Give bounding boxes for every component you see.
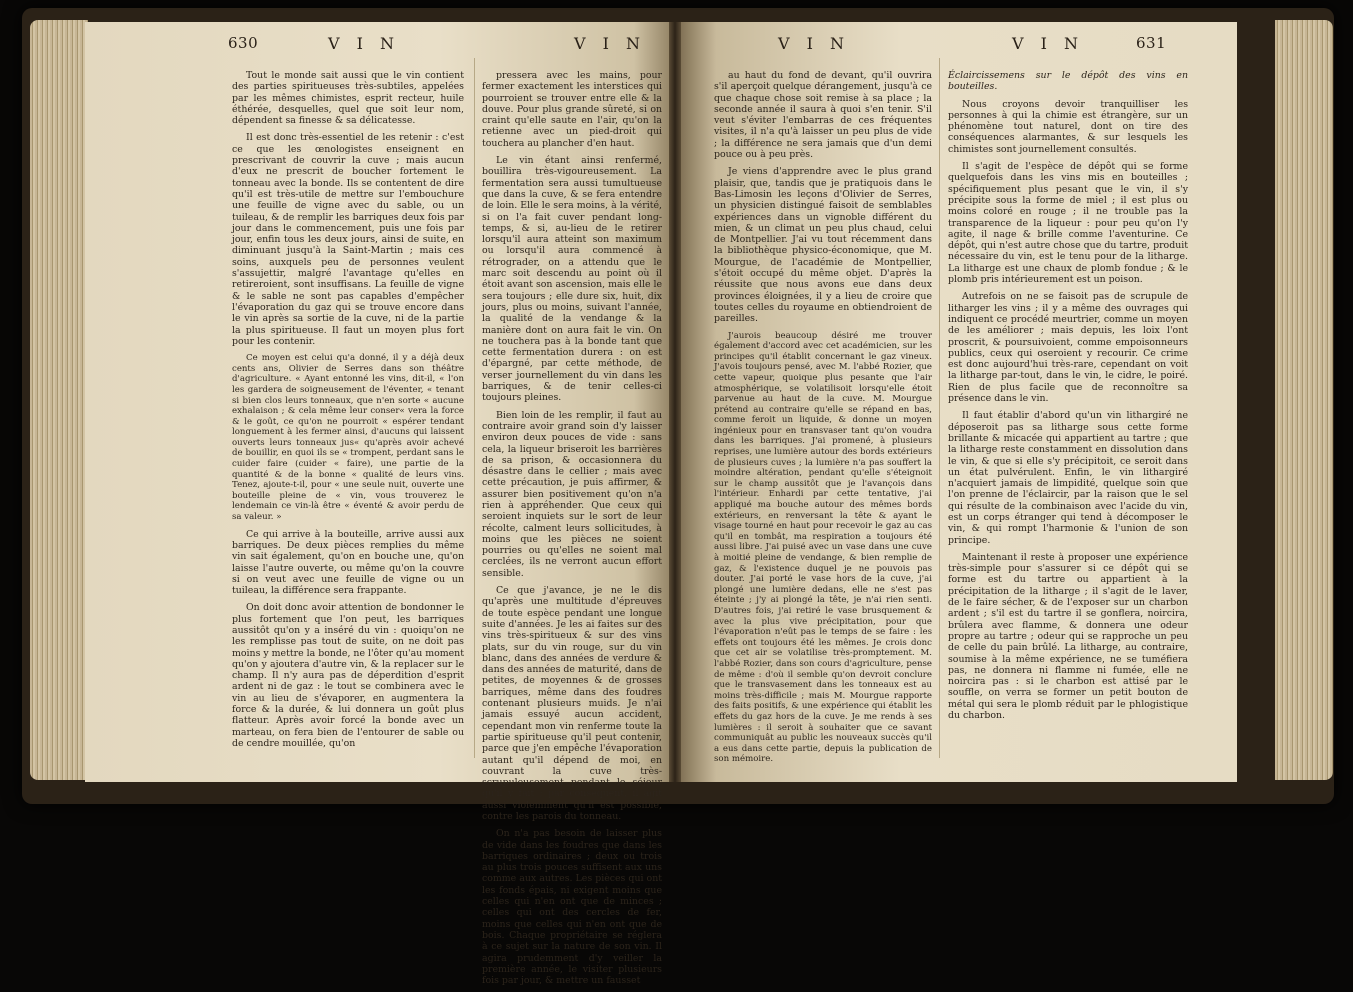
page-edges-left [30, 20, 88, 780]
paragraph: Bien loin de les remplir, il faut au contraire avoir grand soin d'y laisser environ deux pouces de vide : sans cela, la liqueur briseroit les barrières de sa prison, & occasionnera du désastre dans le cellier ; mais avec cette précaution, je puis affirmer, & assurer bien positivement qu'on n'a rien à appréhender. Que ceux qui seroient inquiets sur le sort de leur récolte, calment leurs sollicitudes, à moins que les pièces ne soient pourries ou qu'elles ne soient mal cerclées, ils ne verront aucun effort sensible. [482, 409, 662, 579]
paragraph: Il faut établir d'abord qu'un vin lithargiré ne déposeroit pas sa litharge sous cette forme brillante & micacée qui appartient au tartre ; que la litharge reste constamment en dissolution dans le vin, & que si elle s'y précipitoit, ce seroit dans un état pulvérulent. Enfin, le vin lithargiré n'acquiert jamais de limpidité, quelque soin que l'on prenne de l'éclaircir, par la raison que le sel qui résulte de la combinaison avec l'acide du vin, est un corps étranger qui tend à décomposer le vin, & qui rompt l'harmonie & l'union de son principe. [948, 410, 1188, 546]
right-page-column-1 [714, 70, 932, 771]
left-running-head-2: V I N [574, 34, 647, 53]
paragraph: Autrefois on ne se faisoit pas de scrupule de litharger les vins ; il y a même des ouvrages qui indiquent ce procédé meurtrier, comme un moyen de les améliorer ; mais depuis, les loix l'ont proscrit, & poursuivoient, comme empoisonneurs publics, ceux qui oseroient y recourir. Ce crime est donc aujourd'hui très-rare, cependant on voit la litharge par-tout, dans le vin, le cidre, le poiré. Rien de plus facile que de reconnoître sa présence dans le vin. [948, 291, 1188, 405]
paragraph: Ce moyen est celui qu'a donné, il y a déjà deux cents ans, Olivier de Serres dans son théâtre d'agriculture. « Ayant entonné les vins, dit-il, « l'on les gardera de soigneusement de l'éventer, « tenant si bien clos leurs tonneaux, que n'en sorte « aucune exhalaison ; & cela même leur conser« vera la force & le goût, ce qu'on ne pourroit « espérer tendant longuement à les fermer ainsi, d'aucuns qui laissent ouverts leurs tonneaux jus« qu'après avoir achevé de bouillir, en quoi ils se « trompent, perdant sans le cuider faire (cuider « faire), une partie de la quantité & de la bonne « qualité de leurs vins. Tenez, ajoute-t-il, pour « une seule nuit, ouverte une bouteille pleine de « vin, vous trouverez le lendemain ce vin-là être « éventé & avoir perdu de sa valeur. » [232, 353, 464, 523]
left-column-rule [474, 58, 475, 758]
paragraph: au haut du fond de devant, qu'il ouvrira s'il aperçoit quelque dérangement, jusqu'à ce que chaque chose soit remise à sa place ; la seconde année il saura à quoi s'en tenir. S'il veut s'éviter l'embarras de ces fréquentes visites, il n'a qu'à laisser un peu plus de vide ; la différence ne sera jamais que d'un demi pouce ou à peu près. [714, 70, 932, 161]
paragraph: J'aurois beaucoup désiré me trouver également d'accord avec cet académicien, sur les principes qu'il établit concernant le gaz vineux. J'avois toujours pensé, avec M. l'abbé Rozier, que cette vapeur, quoique plus pesante que l'air atmosphérique, se volatilisoit lorsqu'elle étoit parvenue au haut de la cuve. M. Mourgue prétend au contraire qu'elle se répand en bas, comme feroit un liquide, & donne un moyen ingénieux pour en transvaser tant qu'on voudra dans les barriques. J'ai promené, à plusieurs reprises, une lumière autour des bords extérieurs de plusieurs cuves ; la lumière n'a pas souffert la moindre altération, pendant qu'elle s'éteignoit sur le champ aussitôt que je l'avançois dans l'intérieur. Enhardi par cette tentative, j'ai appliqué ma bouche autour des mêmes bords extérieurs, en renversant la tête & ayant le visage tourné en haut pour recevoir le gaz au cas qu'il en tombât, ma respiration a toujours été aussi libre. J'ai puisé avec un vase dans une cuve à moitié pleine de vendange, & bien remplie de gaz, & l'existence duquel je ne pouvois pas douter. J'ai porté le vase hors de la cuve, j'ai plongé une lumière dedans, elle ne s'est pas éteinte ; j'y ai plongé la tête, je n'ai rien senti. D'autres fois, j'ai retiré le vase brusquement & avec la plus vive précipitation, pour que l'évaporation n'eût pas le temps de se faire : les effets ont toujours été les mêmes. Je crois donc que cet air se volatilise très-promptement. M. l'abbé Rozier, dans son cours d'agriculture, pense de même : d'où il semble qu'on devroit conclure que le transvasement dans les tonneaux est au moins très-difficile ; mais M. Mourgue rapporte des faits positifs, & une expérience qui établit les effets du gaz hors de la cuve. Je me rends à ses lumières : il seroit à souhaiter que ce savant communiquât au public les nouveaux succès qu'il a eus dans cette partie, depuis la publication de son mémoire. [714, 330, 932, 765]
paragraph: Ce qui arrive à la bouteille, arrive aussi aux barriques. De deux pièces remplies du même vin sait également, qu'on en bouche une, qu'on laisse l'autre ouverte, ou même qu'on la couvre si on veut avec une feuille de vigne ou un tuileau, la différence sera frappante. [232, 528, 464, 597]
book-gutter [669, 22, 681, 782]
paragraph: Tout le monde sait aussi que le vin contient des parties spiritueuses très-subtiles, appelées par les mêmes chimistes, esprit recteur, huile éthérée, desquelles, quel que soit leur nom, dépendent sa finesse & sa délicatesse. [232, 70, 464, 127]
right-running-head-1: V I N [778, 34, 851, 53]
paragraph: Le vin étant ainsi renfermé, bouillira très-vigoureusement. La fermentation sera aussi tumultueuse que dans la cuve, & se fera entendre de loin. Elle le sera moins, à la vérité, si on l'a fait cuver pendant long-temps, & si, au-lieu de le retirer lorsqu'il aura atteint son maximum ou lorsqu'il aura commencé à rétrograder, on a attendu que le marc soit descendu au point où il étoit avant son ascension, mais elle le sera toujours ; elle dure six, huit, dix jours, plus ou moins, suivant l'année, la qualité de la vendange & la manière dont on aura fait le vin. On ne touchera pas à la bonde tant que cette fermentation durera : on est d'épargné, par cette méthode, de verser journellement du vin dans les barriques, & de tenir celles-ci toujours pleines. [482, 155, 663, 404]
right-page-column-2 [948, 70, 1188, 727]
paragraph: On doit donc avoir attention de bondonner le plus fortement que l'on peut, les barriques aussitôt qu'on y a inséré du vin : quoiqu'on ne les remplisse pas tout de suite, on ne doit pas moins y mettre la bonde, ne l'ôter qu'au moment qu'on y ajoutera d'autre vin, & la replacer sur le champ. Il n'y aura pas de déperdition d'esprit ardent ni de gaz : le tout se combinera avec le vin au lieu de s'évaporer, en augmentera la force & la durée, & lui donnera un goût plus flatteur. Après avoir forcé la bonde avec un marteau, on fera bien de l'entourer de sable ou de cendre mouillée, qu'on [232, 602, 464, 749]
paragraph: Il s'agit de l'espèce de dépôt qui se forme quelquefois dans les vins mis en bouteilles ; spécifiquement plus pesant que le vin, il s'y précipite sous la forme de miel ; il est plus ou moins coloré en rouge ; il ne trouble pas la transparence de la liqueur : pour peu qu'on l'y agite, il nage & brille comme l'aventurine. Ce dépôt, qui n'est autre chose que du tartre, produit nécessaire du vin, est le tenu pour de la litharge. La litharge est une chaux de plomb fondue ; & le plomb pris intérieurement est un poison. [948, 161, 1188, 286]
paragraph: Je viens d'apprendre avec le plus grand plaisir, que, tandis que je pratiquois dans le Bas-Limosin les leçons d'Olivier de Serres, un physicien distingué faisoit de semblables expériences dans un vignoble différent du mien, & un climat un peu plus chaud, celui de Montpellier. J'ai vu tout récemment dans la bibliothèque physico-économique, que M. Mourgue, de l'académie de Montpellier, s'étoit occupé du même objet. D'après la réussite que nous avons eue dans deux provinces éloignées, il y a lieu de croire que toutes celles du royaume en obtiendroient de pareilles. [714, 166, 932, 325]
left-page-number: 630 [228, 34, 259, 52]
right-column-rule [939, 58, 940, 758]
paragraph: Ce que j'avance, je ne le dis qu'après une multitude d'épreuves de toute espèce pendant une longue suite d'années. Je les ai faites sur des vins très-spiritueux & sur des vins plats, sur du vin rouge, sur du vin blanc, dans des années de verdure & dans des années de maturité, dans de petites, de moyennes & de grosses barriques, même dans des foudres contenant plusieurs muids. Je n'ai jamais essuyé aucun accident, cependant mon vin renferme toute la partie spiritueuse qu'il peut contenir, parce que j'en empêche l'évaporation autant qu'il dépend de moi, en couvrant la cuve très-scrupuleusement pendant le séjour qu'il y fait ; par conséquent, il agit aussi violemment qu'il est possible, contre les parois du tonneau. [482, 585, 662, 822]
paragraph: On n'a pas besoin de laisser plus de vide dans les foudres que dans les barriques ordinaires ; deux ou trois au plus trois pouces suffisent aux uns comme aux autres. Les pièces qui ont les fonds épais, ni exigent moins que celles qui n'en ont que de minces ; celles qui ont des cercles de fer, moins que celles qui n'en ont que de bois. Chaque propriétaire se réglera à ce sujet sur la nature de son vin. Il agira prudemment d'y veiller la première année, le visiter plusieurs fois par jour, & mettre un fausset [482, 828, 662, 987]
left-running-head-1: V I N [328, 34, 401, 53]
paragraph: Maintenant il reste à proposer une expérience très-simple pour s'assurer si ce dépôt qui se forme est du tartre ou appartient à la précipitation de la litharge ; il s'agit de le laver, de le faire sécher, & de l'exposer sur un charbon ardent ; s'il est du tartre il se gonflera, noircira, brûlera avec flamme, & donnera une odeur propre au tartre ; odeur qui se rapproche un peu de celle du pain brûlé. La litharge, au contraire, soumise à la même expérience, ne se tuméfiera pas, ne donnera ni flamme ni fumée, elle ne noircira pas : si le charbon est attisé par le souffle, on verra se former un petit bouton de métal qui sera le plomb réduit par le phlogistique du charbon. [948, 551, 1188, 722]
paragraph: Nous croyons devoir tranquilliser les personnes à qui la chimie est étrangère, sur un phénomène tout naturel, dont on tire des conséquences alarmantes, & sur lesquels les chimistes sont journellement consultés. [948, 98, 1188, 155]
paragraph: Il est donc très-essentiel de les retenir : c'est ce que les œnologistes enseignent en prescrivant de couvrir la cuve ; mais aucun d'eux ne prescrit de boucher fortement le tonneau avec la bonde. Ils se contentent de dire qu'il est très-utile de mettre sur l'embouchure une feuille de vigne avec du sable, ou un tuileau, & de remplir les barriques deux fois par jour dans le commencement, puis une fois par jour, enfin tous les deux jours, ainsi de suite, en diminuant jusqu'à la Saint-Martin ; mais ces soins, auxquels peu de personnes veulent s'assujettir, malgré l'avantage qu'elles en retireroient, sont insuffisans. La feuille de vigne & le sable ne sont pas capables d'empêcher l'évaporation du gaz qui se trouve encore dans le vin après sa sortie de la cuve, ni de la partie la plus spiritueuse. Il faut un moyen plus fort pour les contenir. [232, 132, 464, 347]
section-heading: Éclaircissemens sur le dépôt des vins en bouteilles. [948, 70, 1188, 93]
paragraph: pressera avec les mains, pour fermer exactement les interstices qui pourroient se trouver entre elle & la douve. Pour plus grande sûreté, si on craint qu'elle saute en l'air, qu'on la retienne avec un pied-droit qui touchera au plancher d'en haut. [482, 70, 662, 149]
left-page-column-2 [482, 70, 662, 992]
right-page-number: 631 [1136, 34, 1167, 52]
page-edges-right [1275, 20, 1333, 780]
right-running-head-2: V I N [1012, 34, 1085, 53]
left-page-column-1 [232, 70, 464, 755]
